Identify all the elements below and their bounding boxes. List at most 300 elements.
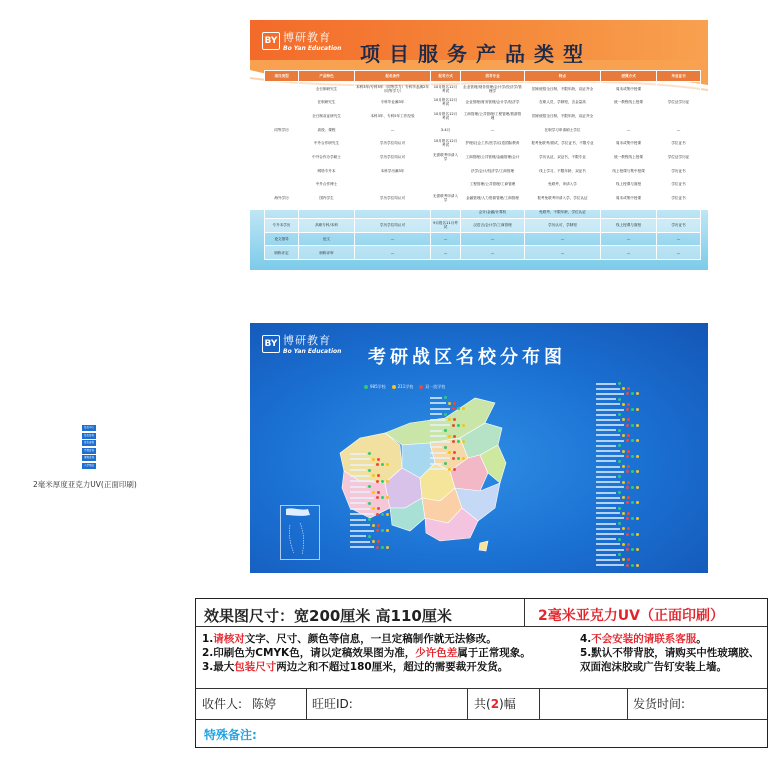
notes-right xyxy=(580,632,766,674)
school-tier-dot-icon xyxy=(386,529,389,532)
school-tier-dot-icon xyxy=(372,540,375,543)
school-name-bar xyxy=(430,435,446,437)
school-tier-dot-icon xyxy=(627,403,630,406)
panel-title: 项目服务产品类型 xyxy=(360,42,592,66)
school-tier-dot-icon xyxy=(622,558,625,561)
school-tier-dot-icon xyxy=(622,481,625,484)
table-cell: 同等学历 xyxy=(265,123,299,137)
sample-caption: 2毫米厚度亚克力UV(正面印刷) xyxy=(33,480,137,489)
school-tier-dot-icon xyxy=(627,558,630,561)
school-name-bar xyxy=(350,491,370,493)
table-cell: 报考免联考申请入学，学位认证 xyxy=(525,191,601,205)
school-name-bar xyxy=(430,397,442,399)
school-tier-dot-icon xyxy=(462,457,465,460)
school-tier-dot-icon xyxy=(386,546,389,549)
school-tier-dot-icon xyxy=(372,474,375,477)
school-name-bar xyxy=(430,463,442,465)
table-cell: — xyxy=(355,232,431,246)
note-line xyxy=(580,646,766,660)
school-name-bar xyxy=(596,388,620,390)
product-types-panel xyxy=(250,20,708,270)
table-cell: 高职专科/本科 xyxy=(299,218,355,232)
school-name-bar xyxy=(430,402,446,404)
table-cell: 本科学历满3年 xyxy=(355,164,431,178)
school-tier-dot-icon xyxy=(452,424,455,427)
table-cell: 金融管理/人力资源管理/工商管理 xyxy=(461,191,525,205)
table-header-cell: 产品特色 xyxy=(299,71,355,82)
table-cell: 统一教程线上授课 xyxy=(601,150,657,164)
school-tier-dot-icon xyxy=(631,392,634,395)
school-tier-dot-icon xyxy=(381,480,384,483)
legend-label: 双一流学校 xyxy=(425,384,446,389)
school-tier-dot-icon xyxy=(376,480,379,483)
school-tier-dot-icon xyxy=(627,450,630,453)
sample-button: 入学预估 xyxy=(83,463,94,467)
school-entry xyxy=(350,545,410,551)
school-tier-dot-icon xyxy=(618,522,621,525)
school-tier-dot-icon xyxy=(618,460,621,463)
school-tier-dot-icon xyxy=(444,396,447,399)
school-tier-dot-icon xyxy=(618,382,621,385)
table-cell: 工程管理/公共管理/工商管理 xyxy=(461,177,525,191)
table-cell xyxy=(355,205,431,219)
school-name-bar xyxy=(350,486,366,488)
school-tier-dot-icon xyxy=(377,540,380,543)
school-tier-dot-icon xyxy=(626,564,629,567)
table-cell: 论文 xyxy=(299,232,355,246)
school-name-bar xyxy=(430,413,442,415)
school-name-bar xyxy=(350,458,370,460)
school-tier-dot-icon xyxy=(626,517,629,520)
table-cell: 学历认可，学制短 xyxy=(525,218,601,232)
school-tier-dot-icon xyxy=(377,458,380,461)
note-highlight: 请核对 xyxy=(213,633,245,645)
school-tier-dot-icon xyxy=(376,463,379,466)
school-name-bar xyxy=(350,453,366,455)
school-tier-dot-icon xyxy=(453,451,456,454)
school-tier-dot-icon xyxy=(453,468,456,471)
table-cell: 学历认证，双证书，不限专业 xyxy=(525,150,601,164)
table-cell: 国家统招全日制，不限年龄，双证齐全 xyxy=(525,82,601,96)
school-tier-dot-icon xyxy=(627,465,630,468)
table-cell: 汉语言/会计学/工商管理 xyxy=(461,218,525,232)
school-name-bar xyxy=(596,424,624,426)
school-tier-dot-icon xyxy=(618,538,621,541)
table-cell: 专升本学历 xyxy=(265,218,299,232)
count-value: 2 xyxy=(490,697,500,711)
school-tier-dot-icon xyxy=(444,413,447,416)
school-tier-dot-icon xyxy=(376,496,379,499)
school-tier-dot-icon xyxy=(618,491,621,494)
table-cell: 高校、课程 xyxy=(299,123,355,137)
school-tier-dot-icon xyxy=(381,496,384,499)
school-tier-dot-icon xyxy=(627,527,630,530)
note-text: 两边之和不超过180厘米，超过的需要裁开发货。 xyxy=(276,661,509,673)
table-row xyxy=(265,177,701,191)
table-cell: — xyxy=(461,123,525,137)
school-name-bar xyxy=(596,471,624,473)
table-cell: 学历证书 xyxy=(657,164,701,178)
school-tier-dot-icon xyxy=(622,450,625,453)
table-cell: 线上授课与集中授课 xyxy=(601,164,657,178)
table-cell: 免联考，申请入学 xyxy=(525,177,601,191)
school-name-bar xyxy=(596,507,616,509)
note-text: 3.最大 xyxy=(202,661,235,673)
school-tier-dot-icon xyxy=(626,455,629,458)
school-tier-dot-icon xyxy=(381,513,384,516)
table-cell: 法学/会计/经济学/工商管理 xyxy=(461,164,525,178)
school-tier-dot-icon xyxy=(462,440,465,443)
count-field xyxy=(474,695,516,712)
school-tier-dot-icon xyxy=(444,462,447,465)
school-tier-dot-icon xyxy=(636,548,639,551)
logo-english: Bo Yan Education xyxy=(283,45,342,52)
table-header-cell: 报考方式 xyxy=(431,71,461,82)
legend-label: 211学校 xyxy=(397,384,414,389)
sample-button: 学费查询 xyxy=(83,448,94,452)
table-row xyxy=(265,109,701,123)
logo-chinese: 博研教育 xyxy=(283,334,331,347)
table-cell: — xyxy=(431,246,461,260)
table-cell: — xyxy=(525,232,601,246)
school-name-bar xyxy=(596,528,620,530)
note-text: 双面泡沫胶或广告钉安装上墙。 xyxy=(580,661,727,673)
school-tier-dot-icon xyxy=(626,439,629,442)
school-name-bar xyxy=(596,502,624,504)
table-cell: 中外合作研究生 xyxy=(299,136,355,150)
note-text: 文字、尺寸、颜色等信息，一旦定稿制作就无法修改。 xyxy=(244,633,497,645)
table-cell: 免联考，不限年龄，学位认证 xyxy=(525,205,601,219)
table-row xyxy=(265,232,701,246)
school-tier-dot-icon xyxy=(386,513,389,516)
table-cell: 国内学生 xyxy=(299,191,355,205)
map-title: 考研战区名校分布图 xyxy=(368,347,566,368)
sample-button: 课程查询 xyxy=(83,456,94,459)
sample-button: 报名咨询 xyxy=(83,433,94,437)
school-tier-dot-icon xyxy=(368,452,371,455)
table-cell xyxy=(265,150,299,164)
table-cell xyxy=(265,95,299,109)
note-text: 。 xyxy=(696,633,707,645)
table-cell: — xyxy=(601,246,657,260)
table-cell: 统一教程线上授课 xyxy=(601,95,657,109)
school-tier-dot-icon xyxy=(627,418,630,421)
school-tier-dot-icon xyxy=(457,407,460,410)
note-text: 5.默认不带背胶，请购买中性玻璃胶、 xyxy=(580,647,760,659)
table-header-cell: 毕业证书 xyxy=(657,71,701,82)
school-tier-dot-icon xyxy=(386,463,389,466)
table-cell: 9月报名11月考试 xyxy=(431,218,461,232)
table-cell: 本科3年、专科5年工作经验 xyxy=(355,109,431,123)
school-name-bar xyxy=(596,466,620,468)
school-tier-dot-icon xyxy=(377,491,380,494)
school-tier-dot-icon xyxy=(622,418,625,421)
school-tier-dot-icon xyxy=(627,481,630,484)
table-header-cell: 招考专业 xyxy=(461,71,525,82)
school-name-bar xyxy=(596,564,624,566)
ship-time-label: 发货时间: xyxy=(633,697,686,711)
school-tier-dot-icon xyxy=(631,548,634,551)
school-tier-dot-icon xyxy=(631,517,634,520)
school-tier-dot-icon xyxy=(452,440,455,443)
table-cell: 护理/社会工作/医学/汉语国际教育 xyxy=(461,136,525,150)
school-tier-dot-icon xyxy=(636,439,639,442)
table-cell: 网络专升本 xyxy=(299,164,355,178)
legend-label: 985学校 xyxy=(370,384,386,389)
school-tier-dot-icon xyxy=(448,435,451,438)
school-name-bar xyxy=(596,497,620,499)
school-tier-dot-icon xyxy=(636,392,639,395)
table-cell: 会计/金融/计算机 xyxy=(461,205,525,219)
logo-chinese: 博研教育 xyxy=(283,31,331,44)
table-cell: 学历学位均认可 xyxy=(355,150,431,164)
school-name-bar xyxy=(430,430,442,432)
table-row xyxy=(265,246,701,260)
school-entry xyxy=(596,563,676,568)
school-name-bar xyxy=(596,481,620,483)
school-tier-dot-icon xyxy=(626,392,629,395)
table-cell xyxy=(265,177,299,191)
school-tier-dot-icon xyxy=(631,486,634,489)
map-legend xyxy=(364,373,464,389)
school-tier-dot-icon xyxy=(622,465,625,468)
school-tier-dot-icon xyxy=(636,533,639,536)
school-name-bar xyxy=(596,533,624,535)
school-tier-dot-icon xyxy=(626,501,629,504)
table-cell: 全日制双证研究生 xyxy=(299,109,355,123)
table-cell: 10月报名12月考试 xyxy=(431,136,461,150)
school-tier-dot-icon xyxy=(627,387,630,390)
school-tier-dot-icon xyxy=(631,408,634,411)
school-tier-dot-icon xyxy=(368,518,371,521)
note-line xyxy=(202,632,580,646)
school-name-bar xyxy=(350,469,366,471)
school-list-top xyxy=(430,395,490,472)
school-tier-dot-icon xyxy=(626,486,629,489)
table-cell: — xyxy=(601,123,657,137)
table-cell: 10月报名12月考试 xyxy=(431,82,461,96)
school-tier-dot-icon xyxy=(377,474,380,477)
table-cell: 线上授课与面授 xyxy=(601,218,657,232)
table-cell: 职称评审 xyxy=(299,246,355,260)
table-cell: 学位证学历证 xyxy=(657,150,701,164)
note-highlight: 不会安装的请联系客服 xyxy=(591,633,697,645)
school-tier-dot-icon xyxy=(372,458,375,461)
school-name-bar xyxy=(430,408,450,410)
school-tier-dot-icon xyxy=(622,543,625,546)
school-name-bar xyxy=(430,468,446,470)
table-cell: 学历学位均认可 xyxy=(355,191,431,205)
table-cell xyxy=(265,136,299,150)
table-cell: 无需联考申请入学 xyxy=(431,191,461,205)
school-tier-dot-icon xyxy=(622,496,625,499)
school-tier-dot-icon xyxy=(372,507,375,510)
school-tier-dot-icon xyxy=(622,434,625,437)
school-tier-dot-icon xyxy=(622,403,625,406)
wangwang-label: 旺旺ID: xyxy=(312,697,353,711)
notes-left xyxy=(202,632,580,674)
logo-english: Bo Yan Education xyxy=(283,348,342,355)
table-cell: — xyxy=(355,246,431,260)
school-name-bar xyxy=(596,445,616,447)
school-tier-dot-icon xyxy=(448,468,451,471)
school-tier-dot-icon xyxy=(368,485,371,488)
table-cell xyxy=(265,205,299,219)
school-tier-dot-icon xyxy=(377,507,380,510)
table-row xyxy=(265,95,701,109)
school-tier-dot-icon xyxy=(457,440,460,443)
school-name-bar xyxy=(596,419,620,421)
table-cell: — xyxy=(525,246,601,260)
school-tier-dot-icon xyxy=(368,502,371,505)
table-row xyxy=(265,191,701,205)
school-tier-dot-icon xyxy=(631,470,634,473)
school-tier-dot-icon xyxy=(626,533,629,536)
order-info-table xyxy=(195,598,768,748)
school-tier-dot-icon xyxy=(636,517,639,520)
school-name-bar xyxy=(350,546,374,548)
table-cell: — xyxy=(431,232,461,246)
table-cell: 10月报名12月考试 xyxy=(431,95,461,109)
table-row xyxy=(265,123,701,137)
recipient-name: 陈婷 xyxy=(252,697,277,711)
table-cell xyxy=(601,205,657,219)
table-cell: 10月报名12月考试 xyxy=(431,109,461,123)
school-tier-dot-icon xyxy=(377,524,380,527)
school-tier-dot-icon xyxy=(626,548,629,551)
table-cell: 企业管理/财务管理/会计学/经济学/管理学 xyxy=(461,82,525,96)
school-tier-dot-icon xyxy=(372,491,375,494)
table-cell xyxy=(431,205,461,219)
school-name-bar xyxy=(596,543,620,545)
table-header-cell: 项目类型 xyxy=(265,71,299,82)
school-name-bar xyxy=(350,535,366,537)
school-name-bar xyxy=(596,409,624,411)
table-row xyxy=(265,205,701,219)
table-cell: 线上学习，不限年龄，双证书 xyxy=(525,164,601,178)
school-name-bar xyxy=(596,429,616,431)
school-name-bar xyxy=(350,519,366,521)
table-cell: 工商管理/公共管理/金融管理/会计 xyxy=(461,150,525,164)
school-tier-dot-icon xyxy=(376,546,379,549)
table-cell: 周末或集中授课 xyxy=(601,82,657,96)
school-tier-dot-icon xyxy=(372,524,375,527)
table-row xyxy=(265,164,701,178)
table-cell xyxy=(431,164,461,178)
school-tier-dot-icon xyxy=(636,408,639,411)
school-name-bar xyxy=(596,549,624,551)
school-name-bar xyxy=(596,414,616,416)
note-text: 1. xyxy=(202,633,214,645)
table-cell xyxy=(657,205,701,219)
school-tier-dot-icon xyxy=(636,486,639,489)
table-row xyxy=(265,218,701,232)
school-name-bar xyxy=(350,541,370,543)
table-cell xyxy=(355,177,431,191)
school-name-bar xyxy=(596,517,624,519)
school-name-bar xyxy=(596,440,624,442)
school-name-bar xyxy=(596,486,624,488)
school-name-bar xyxy=(596,398,616,400)
school-name-bar xyxy=(350,513,374,515)
school-tier-dot-icon xyxy=(622,387,625,390)
table-cell xyxy=(265,109,299,123)
size-label: 效果图尺寸：宽200厘米 高110厘米 xyxy=(204,607,452,625)
table-cell: 学位证学历证 xyxy=(657,95,701,109)
school-tier-dot-icon xyxy=(462,407,465,410)
school-tier-dot-icon xyxy=(631,501,634,504)
table-cell: 在职研究生 xyxy=(299,95,355,109)
school-tier-dot-icon xyxy=(444,429,447,432)
school-tier-dot-icon xyxy=(618,507,621,510)
school-tier-dot-icon xyxy=(627,512,630,515)
school-name-bar xyxy=(350,497,374,499)
school-tier-dot-icon xyxy=(627,543,630,546)
table-cell: 职称评定 xyxy=(265,246,299,260)
table-cell: — xyxy=(355,123,431,137)
school-tier-dot-icon xyxy=(452,457,455,460)
table-cell: — xyxy=(461,232,525,246)
table-cell: — xyxy=(657,246,701,260)
school-tier-dot-icon xyxy=(631,564,634,567)
school-tier-dot-icon xyxy=(618,413,621,416)
school-name-bar xyxy=(596,559,620,561)
school-tier-dot-icon xyxy=(618,444,621,447)
school-tier-dot-icon xyxy=(631,439,634,442)
school-name-bar xyxy=(430,441,450,443)
table-cell xyxy=(657,82,701,96)
school-tier-dot-icon xyxy=(457,424,460,427)
school-tier-dot-icon xyxy=(448,402,451,405)
school-name-bar xyxy=(596,434,620,436)
school-name-bar xyxy=(596,455,624,457)
table-cell xyxy=(601,109,657,123)
note-line xyxy=(580,660,766,674)
logo xyxy=(262,332,341,355)
school-tier-dot-icon xyxy=(626,424,629,427)
table-cell: 学位证书 xyxy=(657,191,701,205)
school-name-bar xyxy=(430,457,450,459)
note-highlight: 包装尺寸 xyxy=(234,661,277,673)
school-name-bar xyxy=(430,446,442,448)
school-entry xyxy=(430,467,490,473)
school-name-bar xyxy=(596,523,616,525)
note-text: 2.印刷色为CMYK色，请以定稿效果图为准， xyxy=(202,647,416,659)
table-cell: 周末或集中授课 xyxy=(601,191,657,205)
table-cell: 国家统招全日制，不限年龄，双证齐全 xyxy=(525,109,601,123)
school-tier-dot-icon xyxy=(627,496,630,499)
school-name-bar xyxy=(350,480,374,482)
note-highlight: 少许色差 xyxy=(415,647,458,659)
material-label: 2毫米亚克力UV（正面印刷） xyxy=(538,608,724,624)
remark-label: 特殊备注: xyxy=(204,728,257,742)
school-name-bar xyxy=(596,450,620,452)
table-cell: 学历学位均认可 xyxy=(355,136,431,150)
school-tier-dot-icon xyxy=(448,451,451,454)
table-cell: 专科毕业满3年 xyxy=(355,95,431,109)
school-tier-dot-icon xyxy=(631,455,634,458)
school-name-bar xyxy=(596,403,620,405)
school-list-right xyxy=(596,381,676,568)
school-name-bar xyxy=(430,424,450,426)
school-name-bar xyxy=(596,460,616,462)
acrylic-sample xyxy=(82,425,96,473)
school-tier-dot-icon xyxy=(636,501,639,504)
school-tier-dot-icon xyxy=(368,535,371,538)
table-cell: 全日制研究生 xyxy=(299,82,355,96)
school-tier-dot-icon xyxy=(381,546,384,549)
school-tier-dot-icon xyxy=(381,463,384,466)
